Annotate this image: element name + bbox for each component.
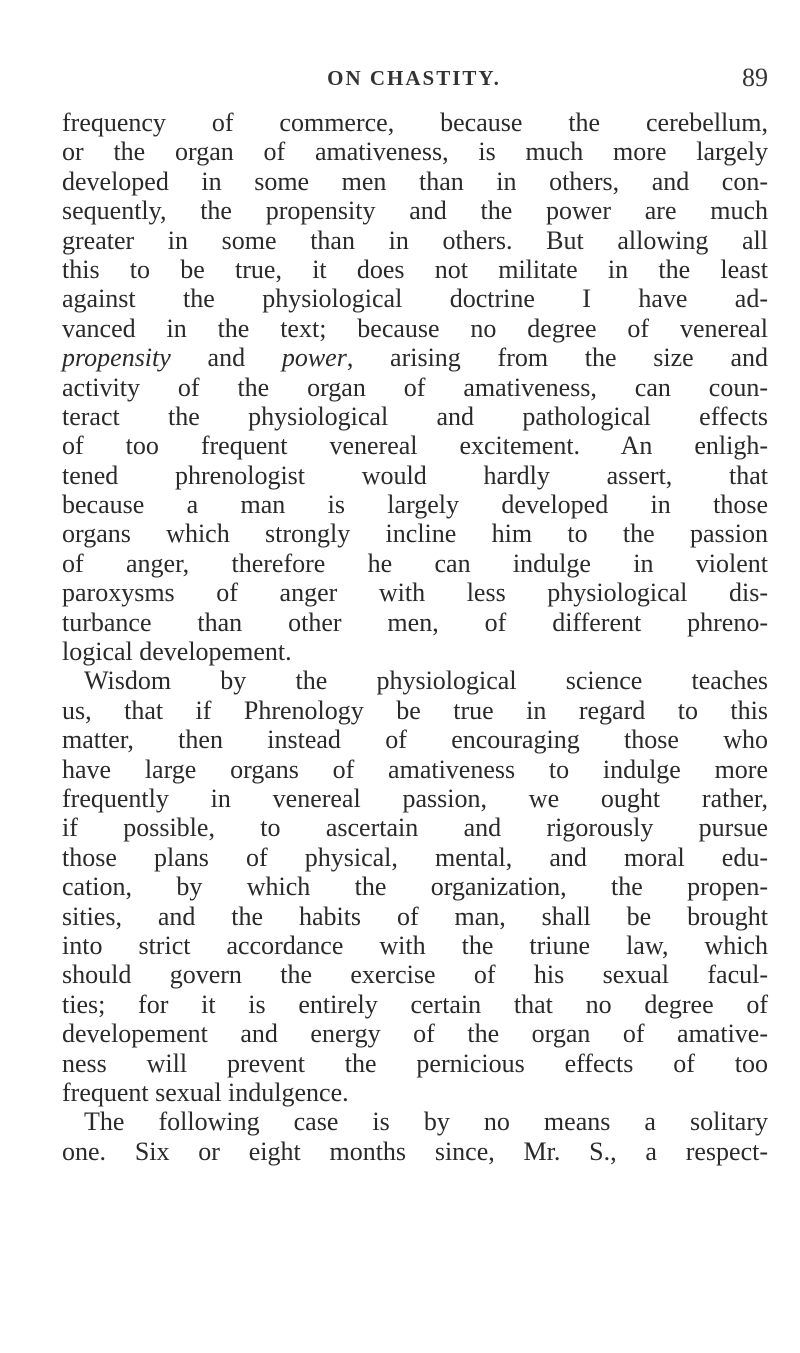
- text-line: greater in some than in others. But allowing all: [62, 225, 768, 255]
- italic-propensity: propensity: [62, 343, 171, 373]
- text-line: against the physiological doctrine I have ad-: [62, 284, 768, 314]
- text-line: those plans of physical, mental, and moral edu-: [62, 842, 768, 872]
- text-line: us, that if Phrenology be true in regard to this: [62, 695, 768, 725]
- text-fragment: , arising from the size and: [346, 343, 768, 373]
- text-line: tened phrenologist would hardly assert, that: [62, 460, 768, 490]
- text-line: ties; for it is entirely certain that no degree of: [62, 989, 768, 1019]
- text-line: of too frequent venereal excitement. An enligh-: [62, 431, 768, 461]
- text-line: teract the physiological and pathological effects: [62, 401, 768, 431]
- text-line: sities, and the habits of man, shall be brought: [62, 901, 768, 931]
- text-line: frequently in venereal passion, we ought rather,: [62, 783, 768, 813]
- text-line: if possible, to ascertain and rigorously pursue: [62, 813, 768, 843]
- text-line: have large organs of amativeness to indulge more: [62, 754, 768, 784]
- text-line: matter, then instead of encouraging those who: [62, 725, 768, 755]
- running-title: ON CHASTITY.: [327, 66, 501, 90]
- text-line: sequently, the propensity and the power are much: [62, 196, 768, 226]
- text-line: this to be true, it does not militate in the least: [62, 254, 768, 284]
- text-line: developed in some men than in others, and con-: [62, 166, 768, 196]
- body-text: [62, 108, 768, 1166]
- text-line: or the organ of amativeness, is much more largely: [62, 137, 768, 167]
- text-line: ness will prevent the pernicious effects of too: [62, 1048, 768, 1078]
- text-line: paroxysms of anger with less physiological dis-: [62, 578, 768, 608]
- text-line: cation, by which the organization, the propen-: [62, 872, 768, 902]
- text-line: organs which strongly incline him to the passion: [62, 519, 768, 549]
- text-line-paragraph-end: logical developement.: [62, 637, 292, 667]
- running-head: [60, 63, 768, 96]
- italic-power: power: [281, 343, 347, 373]
- text-line: activity of the organ of amativeness, can coun-: [62, 372, 768, 402]
- text-line: vanced in the text; because no degree of venereal: [62, 313, 768, 343]
- text-fragment: and: [170, 343, 282, 373]
- text-line-paragraph-start: The following case is by no means a solitary: [84, 1107, 768, 1137]
- text-line: one. Six or eight months since, Mr. S., a respect-: [62, 1136, 768, 1166]
- page-number: 89: [742, 63, 768, 92]
- text-line: frequency of commerce, because the cerebellum,: [62, 108, 768, 137]
- text-line: turbance than other men, of different phreno-: [62, 607, 768, 637]
- text-line: into strict accordance with the triune law, which: [62, 930, 768, 960]
- text-line-paragraph-start: Wisdom by the physiological science teaches: [84, 666, 768, 696]
- text-line: developement and energy of the organ of amative-: [62, 1019, 768, 1049]
- text-line-with-italics: [62, 343, 768, 372]
- text-line: of anger, therefore he can indulge in violent: [62, 548, 768, 578]
- text-line-paragraph-end: frequent sexual indulgence.: [62, 1077, 349, 1107]
- text-line: because a man is largely developed in those: [62, 490, 768, 520]
- text-line: should govern the exercise of his sexual facul-: [62, 960, 768, 990]
